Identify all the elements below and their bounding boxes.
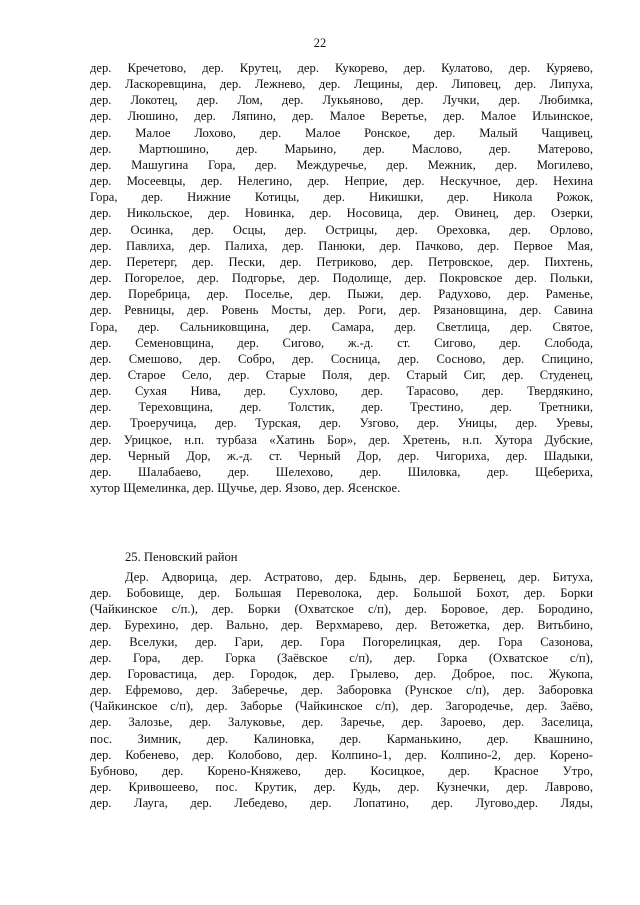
text-line: Дер. Адворица, дер. Астратово, дер. Бдынь, дер. Бервенец, дер. Битуха,: [125, 570, 593, 584]
text-line: дер. Кречетово, дер. Крутец, дер. Кукорево, дер. Кулатово, дер. Куряево,: [90, 61, 593, 75]
text-line: дер. Семеновщина, дер. Сигово, ж.-д. ст. Сигово, дер. Слобода,: [90, 335, 593, 350]
text-line: Бубново, дер. Корено-Княжево, дер. Косицкое, дер. Красное Утро,: [90, 763, 593, 778]
text-line: дер. Смешово, дер. Собро, дер. Сосница, дер. Сосново, дер. Спицино,: [90, 351, 593, 366]
text-line: пос. Зимник, дер. Калиновка, дер. Карманькино, дер. Квашнино,: [90, 731, 593, 746]
text-line: Гора, дер. Сальниковщина, дер. Самара, дер. Светлица, дер. Святое,: [90, 319, 593, 334]
text-line: дер. Павлиха, дер. Палиха, дер. Панюки, дер. Пачково, дер. Первое Мая,: [90, 238, 593, 253]
text-line: дер. Кривошеево, пос. Крутик, дер. Кудь, дер. Кузнечки, дер. Лаврово,: [90, 780, 593, 795]
text-line: Гора, дер. Нижние Котицы, дер. Никишки, дер. Никола Рожок,: [90, 190, 593, 205]
text-line: дер. Черный Дор, ж.-д. ст. Черный Дор, дер. Чигориха, дер. Шадыки,: [90, 448, 593, 463]
text-line: дер. Гора, дер. Горка (Заёвское с/п), дер. Горка (Охватское с/п),: [90, 650, 593, 665]
text-line: (Чайкинское с/п), дер. Заборье (Чайкинское с/п), дер. Загородечье, дер. Заёво,: [90, 699, 593, 714]
penovsky-settlement-list: [90, 569, 593, 811]
text-line: дер. Шалабаево, дер. Шелехово, дер. Шиловка, дер. Щебериха,: [90, 464, 593, 479]
text-line: дер. Перетерг, дер. Пески, дер. Петриково, дер. Петровское, дер. Пихтень,: [90, 254, 593, 269]
text-line: дер. Осинка, дер. Осцы, дер. Острицы, дер. Ореховка, дер. Орлово,: [90, 222, 593, 237]
text-line: дер. Троеручица, дер. Турская, дер. Узгово, дер. Уницы, дер. Уревы,: [90, 416, 593, 431]
text-line: дер. Малое Лохово, дер. Малое Ронское, дер. Малый Чащивец,: [90, 125, 593, 140]
page-number: 22: [313, 36, 327, 50]
text-line: дер. Кобенево, дер. Колобово, дер. Колпино-1, дер. Колпино-2, дер. Корено-: [90, 747, 593, 762]
text-line: дер. Мосеевцы, дер. Нелегино, дер. Неприе, дер. Нескучное, дер. Нехина: [90, 174, 593, 189]
text-line: дер. Ласкоревщина, дер. Лежнево, дер. Лещины, дер. Липовец, дер. Липуха,: [90, 77, 593, 92]
text-line: дер. Бобовище, дер. Большая Переволока, дер. Большой Бохот, дер. Борки: [90, 586, 593, 601]
text-line: дер. Сухая Нива, дер. Сухлово, дер. Тарасово, дер. Твердякино,: [90, 384, 593, 399]
text-line: (Чайкинское с/п.), дер. Борки (Охватское с/п), дер. Боровое, дер. Бородино,: [90, 602, 593, 617]
text-line: дер. Бурехино, дер. Вально, дер. Верхмарево, дер. Ветожетка, дер. Витьбино,: [90, 618, 593, 633]
text-line: дер. Вселуки, дер. Гари, дер. Гора Погорелицкая, дер. Гора Сазонова,: [90, 634, 593, 649]
text-line: дер. Старое Село, дер. Старые Поля, дер. Старый Сиг, дер. Студенец,: [90, 367, 593, 382]
text-line: дер. Никольское, дер. Новинка, дер. Носовица, дер. Овинец, дер. Озерки,: [90, 206, 593, 221]
continued-settlement-list: [90, 60, 593, 496]
text-line: дер. Горовастица, дер. Городок, дер. Грылево, дер. Доброе, пос. Жукопа,: [90, 666, 593, 681]
section-heading-penovsky: 25. Пеновский район: [125, 550, 238, 564]
text-line: дер. Поребрица, дер. Поселье, дер. Пыжи, дер. Радухово, дер. Раменье,: [90, 287, 593, 302]
text-line: дер. Мартюшино, дер. Марьино, дер. Маслово, дер. Матерово,: [90, 141, 593, 156]
text-line: дер. Ревницы, дер. Ровень Мосты, дер. Роги, дер. Рязановщина, дер. Савина: [90, 303, 593, 318]
text-line: дер. Урицкое, н.п. турбаза «Хатинь Бор», дер. Хретень, н.п. Хутора Дубские,: [90, 432, 593, 447]
text-line: дер. Ефремово, дер. Заберечье, дер. Заборовка (Рунское с/п), дер. Заборовка: [90, 683, 593, 698]
text-line: дер. Лауга, дер. Лебедево, дер. Лопатино, дер. Лугово,дер. Ляды,: [90, 796, 593, 811]
text-line: дер. Локотец, дер. Лом, дер. Лукьяново, дер. Лучки, дер. Любимка,: [90, 93, 593, 108]
text-line: хутор Щемелинка, дер. Щучье, дер. Язово, дер. Ясенское.: [90, 481, 401, 496]
text-line: дер. Машугина Гора, дер. Междуречье, дер. Межник, дер. Могилево,: [90, 157, 593, 172]
text-line: дер. Люшино, дер. Ляпино, дер. Малое Веретье, дер. Малое Ильинское,: [90, 109, 593, 124]
text-line: дер. Тереховщина, дер. Толстик, дер. Трестино, дер. Третники,: [90, 400, 593, 415]
text-line: дер. Залозье, дер. Залуковье, дер. Заречье, дер. Зароево, дер. Заселица,: [90, 715, 593, 730]
text-line: дер. Погорелое, дер. Подгорье, дер. Подолище, дер. Покровское дер. Польки,: [90, 271, 593, 286]
